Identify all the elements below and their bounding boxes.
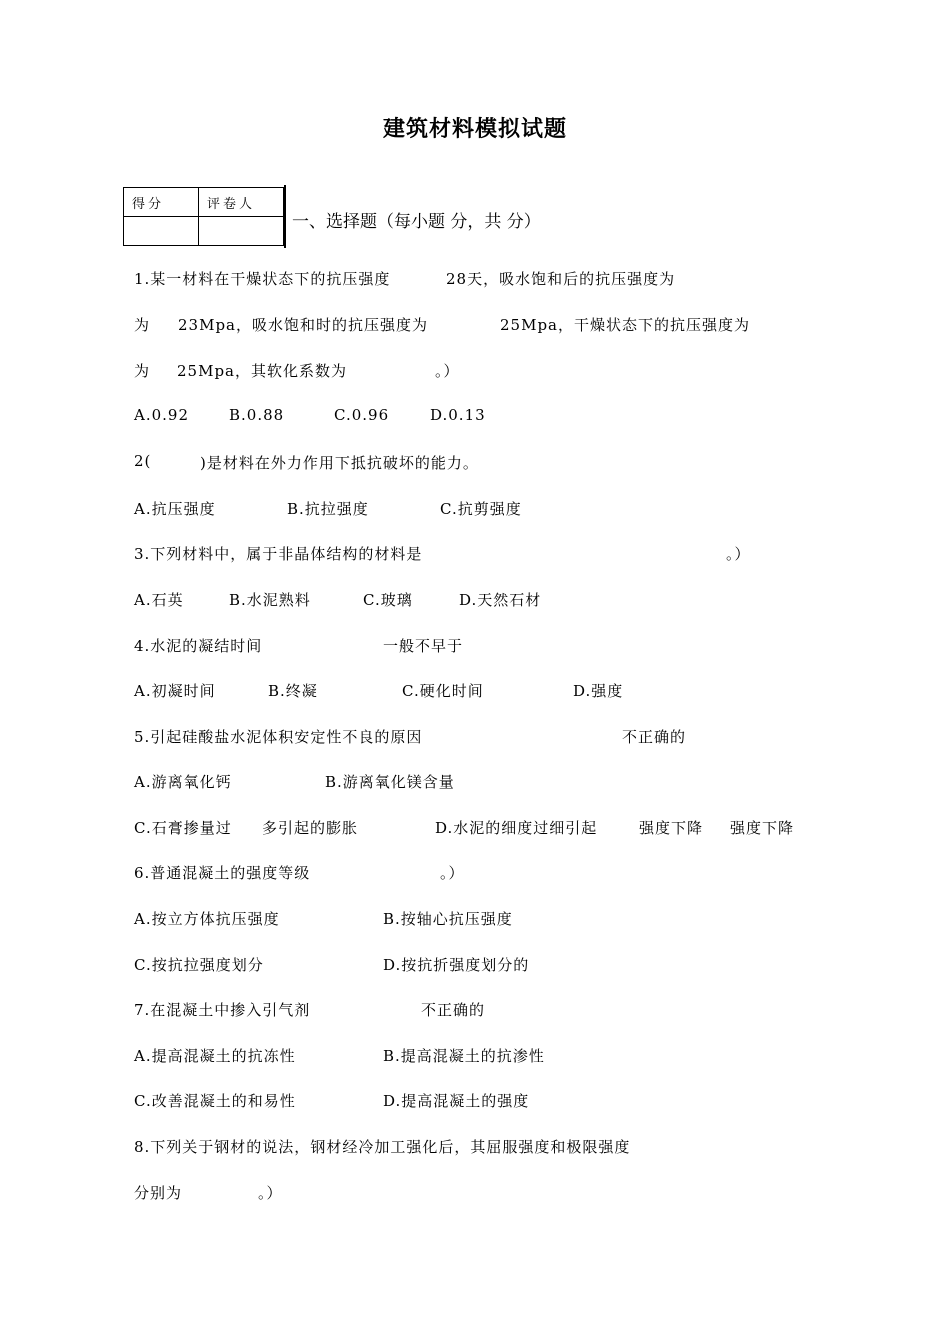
score-entry-cell (124, 217, 199, 246)
text-line: A.石英 (134, 591, 184, 609)
text-line: 25Mpa，干燥状态下的抗压强度为 (500, 316, 750, 334)
text-line: C.抗剪强度 (440, 500, 522, 518)
text-line: 3.下列材料中，属于非晶体结构的材料是 (134, 545, 423, 563)
text-line: 。） (435, 362, 460, 380)
page-title: 建筑材料模拟试题 (382, 117, 567, 142)
text-line: 不正确的 (421, 1001, 486, 1019)
text-line: 25Mpa，其软化系数为 (177, 362, 347, 380)
text-line: 。） (440, 864, 465, 882)
text-line: 5.引起硅酸盐水泥体积安定性不良的原因 (134, 728, 423, 746)
score-table-entry-row (124, 217, 284, 246)
text-line: D.强度 (573, 682, 624, 700)
text-line: 强度下降 (730, 819, 795, 837)
text-line: C.改善混凝土的和易性 (134, 1092, 296, 1110)
text-line: C.硬化时间 (402, 682, 484, 700)
grader-label-cell: 评卷人 (199, 188, 284, 217)
text-line: A.抗压强度 (134, 500, 216, 518)
text-line: C.按抗拉强度划分 (134, 956, 264, 974)
text-line: D.0.13 (430, 406, 486, 424)
text-line: 1.某一材料在干燥状态下的抗压强度 (134, 270, 391, 288)
text-line: C.玻璃 (363, 591, 413, 609)
text-line: C.石膏掺量过 (134, 819, 232, 837)
text-line: 7.在混凝土中掺入引气剂 (134, 1001, 311, 1019)
text-line: D.天然石材 (459, 591, 542, 609)
section-heading: 一、选择题（每小题 分，共 分） (292, 212, 541, 232)
text-line: A.0.92 (134, 406, 189, 424)
text-line: B.提高混凝土的抗渗性 (383, 1047, 545, 1065)
score-table-header-row (124, 188, 284, 217)
text-line: B.按轴心抗压强度 (383, 910, 513, 928)
text-line: B.水泥熟料 (229, 591, 311, 609)
text-line: D.按抗折强度划分的 (383, 956, 530, 974)
text-line: B.终凝 (268, 682, 318, 700)
text-line: B.游离氧化镁含量 (325, 773, 455, 791)
text-line: 多引起的膨胀 (262, 819, 359, 837)
text-line: 28天，吸水饱和后的抗压强度为 (446, 270, 676, 288)
text-line: 为 (134, 362, 151, 380)
text-line: 2( (134, 452, 152, 470)
text-line: 。） (258, 1184, 283, 1202)
text-line: 23Mpa，吸水饱和时的抗压强度为 (178, 316, 428, 334)
text-line: 。） (726, 545, 751, 563)
text-line: 4.水泥的凝结时间 (134, 637, 263, 655)
text-line: 6.普通混凝土的强度等级 (134, 864, 311, 882)
text-line: 一般不早于 (383, 637, 464, 655)
text-line: B.0.88 (229, 406, 285, 424)
section-divider (284, 185, 286, 248)
text-line: 不正确的 (622, 728, 687, 746)
text-line: 8.下列关于钢材的说法，钢材经冷加工强化后，其屈服强度和极限强度 (134, 1138, 631, 1156)
grader-entry-cell (199, 217, 284, 246)
text-line: A.初凝时间 (134, 682, 216, 700)
text-line: 强度下降 (639, 819, 704, 837)
text-line: 为 (134, 316, 151, 334)
text-line: 分别为 (134, 1184, 183, 1202)
score-table (123, 187, 284, 246)
text-line: D.提高混凝土的强度 (383, 1092, 530, 1110)
text-line: C.0.96 (334, 406, 390, 424)
text-line: A.游离氧化钙 (134, 773, 232, 791)
score-label-cell: 得分 (124, 188, 199, 217)
text-line: A.按立方体抗压强度 (134, 910, 280, 928)
text-line: )是材料在外力作用下抵抗破坏的能力。 (200, 454, 479, 472)
text-line: B.抗拉强度 (287, 500, 369, 518)
text-line: A.提高混凝土的抗冻性 (134, 1047, 296, 1065)
text-line: D.水泥的细度过细引起 (435, 819, 598, 837)
